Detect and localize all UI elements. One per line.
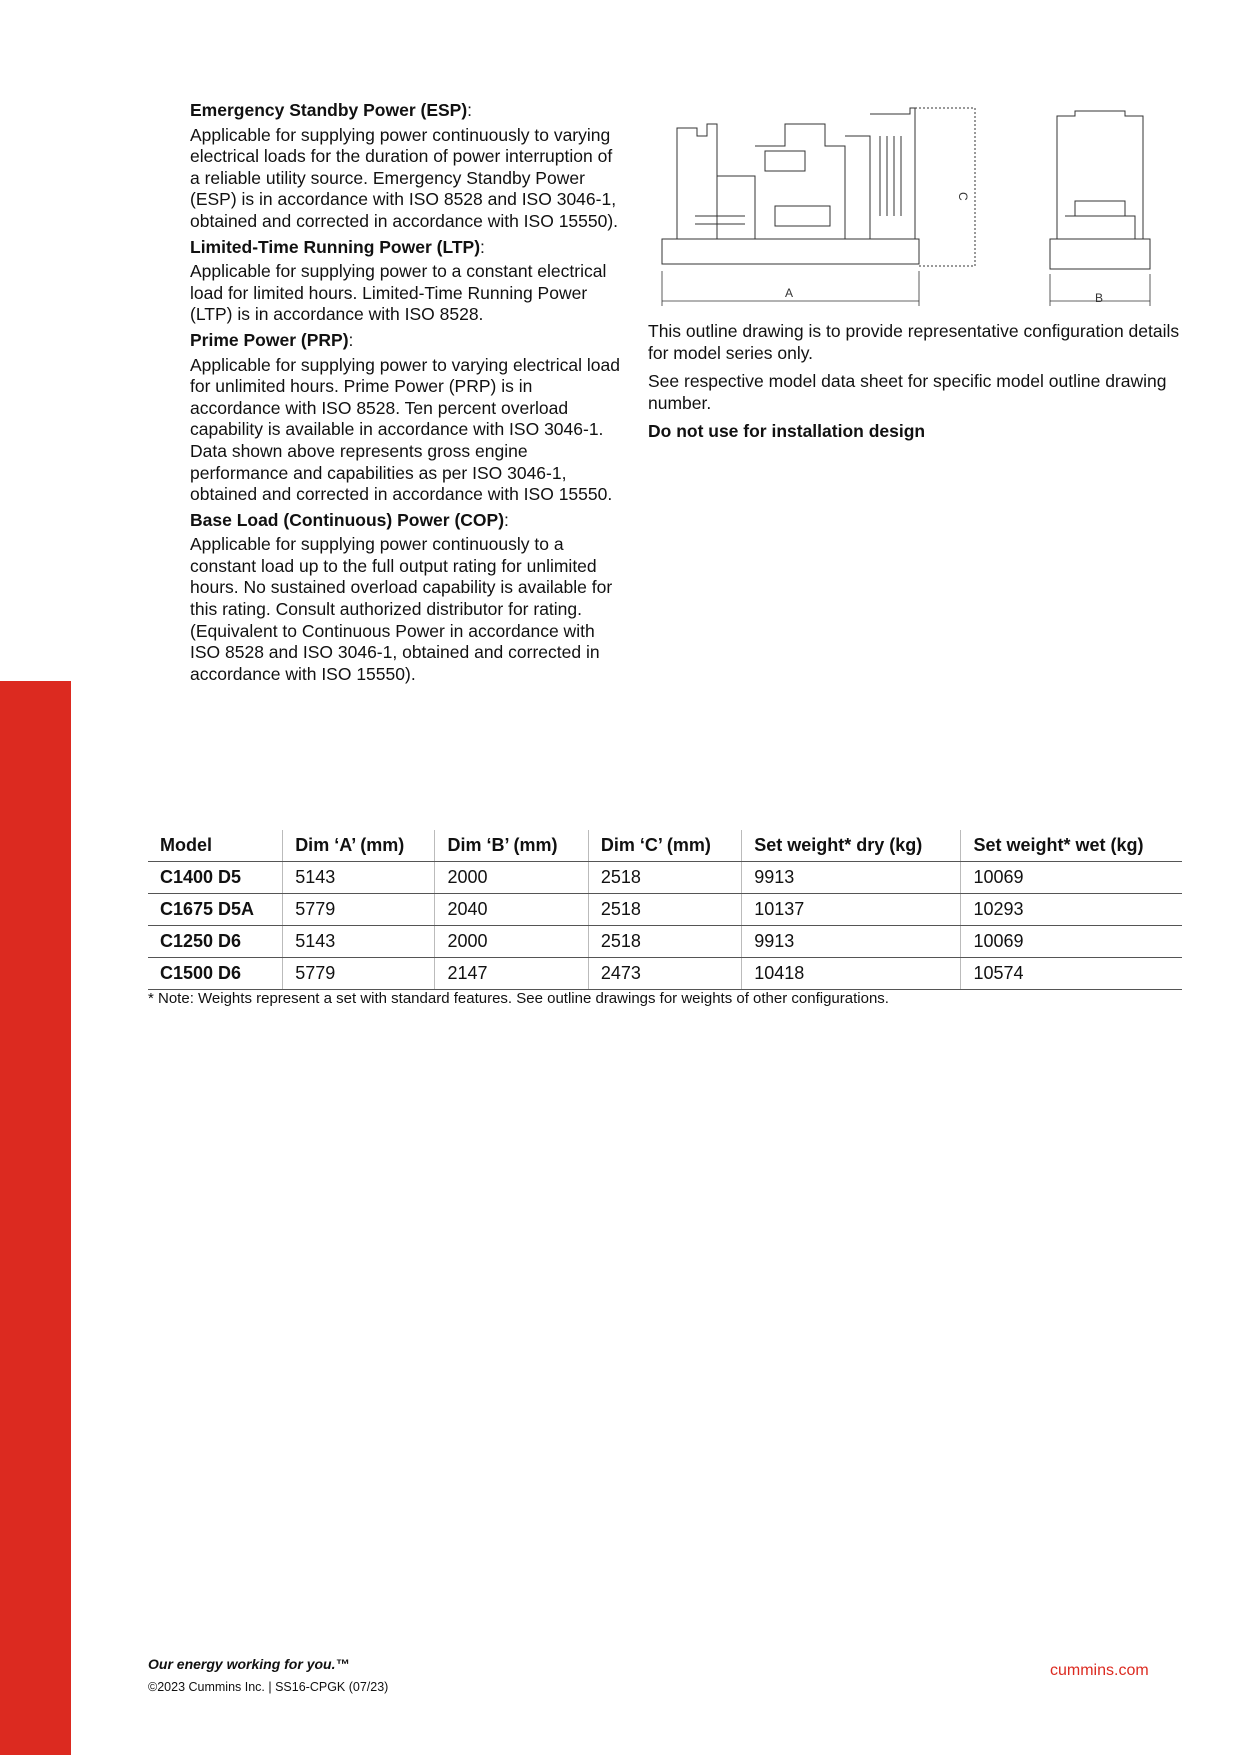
col-weight-wet: Set weight* wet (kg) (961, 830, 1182, 862)
outline-drawing-notes (648, 321, 1188, 450)
cell-model: C1400 D5 (148, 862, 283, 894)
prp-description: Applicable for supplying power to varying electrical load for unlimited hours. Prime Power (PRP) is in accordance with ISO 8528. Ten percent overload capability is available in accordance with ISO 3046-1. Data shown above represents gross engine performance and capabilities as per ISO 3046-1, obtained and corrected in accordance with ISO 15550. (190, 354, 620, 505)
cell-model: C1250 D6 (148, 926, 283, 958)
col-dim-a: Dim ‘A’ (mm) (283, 830, 435, 862)
cell-dim-a: 5143 (283, 926, 435, 958)
cell-weight-dry: 9913 (742, 862, 961, 894)
table-footnote: * Note: Weights represent a set with standard features. See outline drawings for weights of other configurations. (148, 990, 889, 1007)
cell-dim-c: 2473 (588, 958, 741, 990)
table-row (148, 926, 1182, 958)
col-model: Model (148, 830, 283, 862)
esp-description: Applicable for supplying power continuously to varying electrical loads for the duration of power interruption of a reliable utility source. Emergency Standby Power (ESP) is in accordance with ISO 8528 and ISO 3046-1, obtained and corrected in accordance with ISO 15550). (190, 124, 619, 231)
cell-weight-wet: 10069 (961, 926, 1182, 958)
cell-dim-c: 2518 (588, 862, 741, 894)
dimensions-weights-table (148, 830, 1182, 990)
outline-note-warning: Do not use for installation design (648, 421, 926, 442)
footer-tagline: Our energy working for you.™ (148, 1656, 350, 1672)
dim-b-label: B (1095, 291, 1104, 305)
cell-weight-wet: 10293 (961, 894, 1182, 926)
website-link[interactable]: cummins.com (1050, 1662, 1149, 1679)
cop-description: Applicable for supplying power continuously to a constant load up to the full output rating for unlimited hours. No sustained overload capability is available for this rating. Consult authorized distributor for rating. (Equivalent to Continuous Power in accordance with ISO 8528 and ISO 3046-1, obtained and corrected in accordance with ISO 15550). (190, 534, 613, 684)
table-row (148, 894, 1182, 926)
cell-weight-dry: 9913 (742, 926, 961, 958)
cell-model: C1675 D5A (148, 894, 283, 926)
ltp-heading: Limited-Time Running Power (LTP): (190, 236, 485, 257)
table-row (148, 862, 1182, 894)
cell-dim-c: 2518 (588, 894, 741, 926)
cell-dim-b: 2000 (435, 862, 588, 894)
cell-dim-b: 2000 (435, 926, 588, 958)
outline-note-representative: This outline drawing is to provide representative configuration details for model series only. (648, 321, 1180, 363)
prp-heading: Prime Power (PRP): (190, 329, 354, 350)
outline-note-datasheet: See respective model data sheet for specific model outline drawing number. (648, 371, 1167, 413)
cell-weight-dry: 10137 (742, 894, 961, 926)
cell-dim-b: 2147 (435, 958, 588, 990)
end-view (1050, 111, 1150, 306)
cell-dim-c: 2518 (588, 926, 741, 958)
col-dim-b: Dim ‘B’ (mm) (435, 830, 588, 862)
side-view (662, 108, 975, 306)
cell-dim-b: 2040 (435, 894, 588, 926)
table-row (148, 958, 1182, 990)
esp-heading: Emergency Standby Power (ESP): (190, 100, 473, 120)
cell-dim-a: 5143 (283, 862, 435, 894)
cell-weight-wet: 10574 (961, 958, 1182, 990)
cop-heading: Base Load (Continuous) Power (COP): (190, 509, 509, 530)
cell-weight-wet: 10069 (961, 862, 1182, 894)
col-weight-dry: Set weight* dry (kg) (742, 830, 961, 862)
cell-model: C1500 D6 (148, 958, 283, 990)
cell-weight-dry: 10418 (742, 958, 961, 990)
footer-copyright: ©2023 Cummins Inc. | SS16-CPGK (07/23) (148, 1680, 389, 1694)
cell-dim-a: 5779 (283, 894, 435, 926)
col-dim-c: Dim ‘C’ (mm) (588, 830, 741, 862)
table-header-row (148, 830, 1182, 862)
genset-outline-drawing (655, 106, 1175, 312)
ltp-description: Applicable for supplying power to a constant electrical load for limited hours. Limited-Time Running Power (LTP) is in accordance with ISO 8528. (190, 261, 607, 325)
brand-red-bar (0, 681, 71, 1755)
power-ratings-definitions (190, 100, 620, 689)
cell-dim-a: 5779 (283, 958, 435, 990)
dim-c-label: C (956, 192, 970, 201)
dim-a-label: A (785, 286, 794, 300)
